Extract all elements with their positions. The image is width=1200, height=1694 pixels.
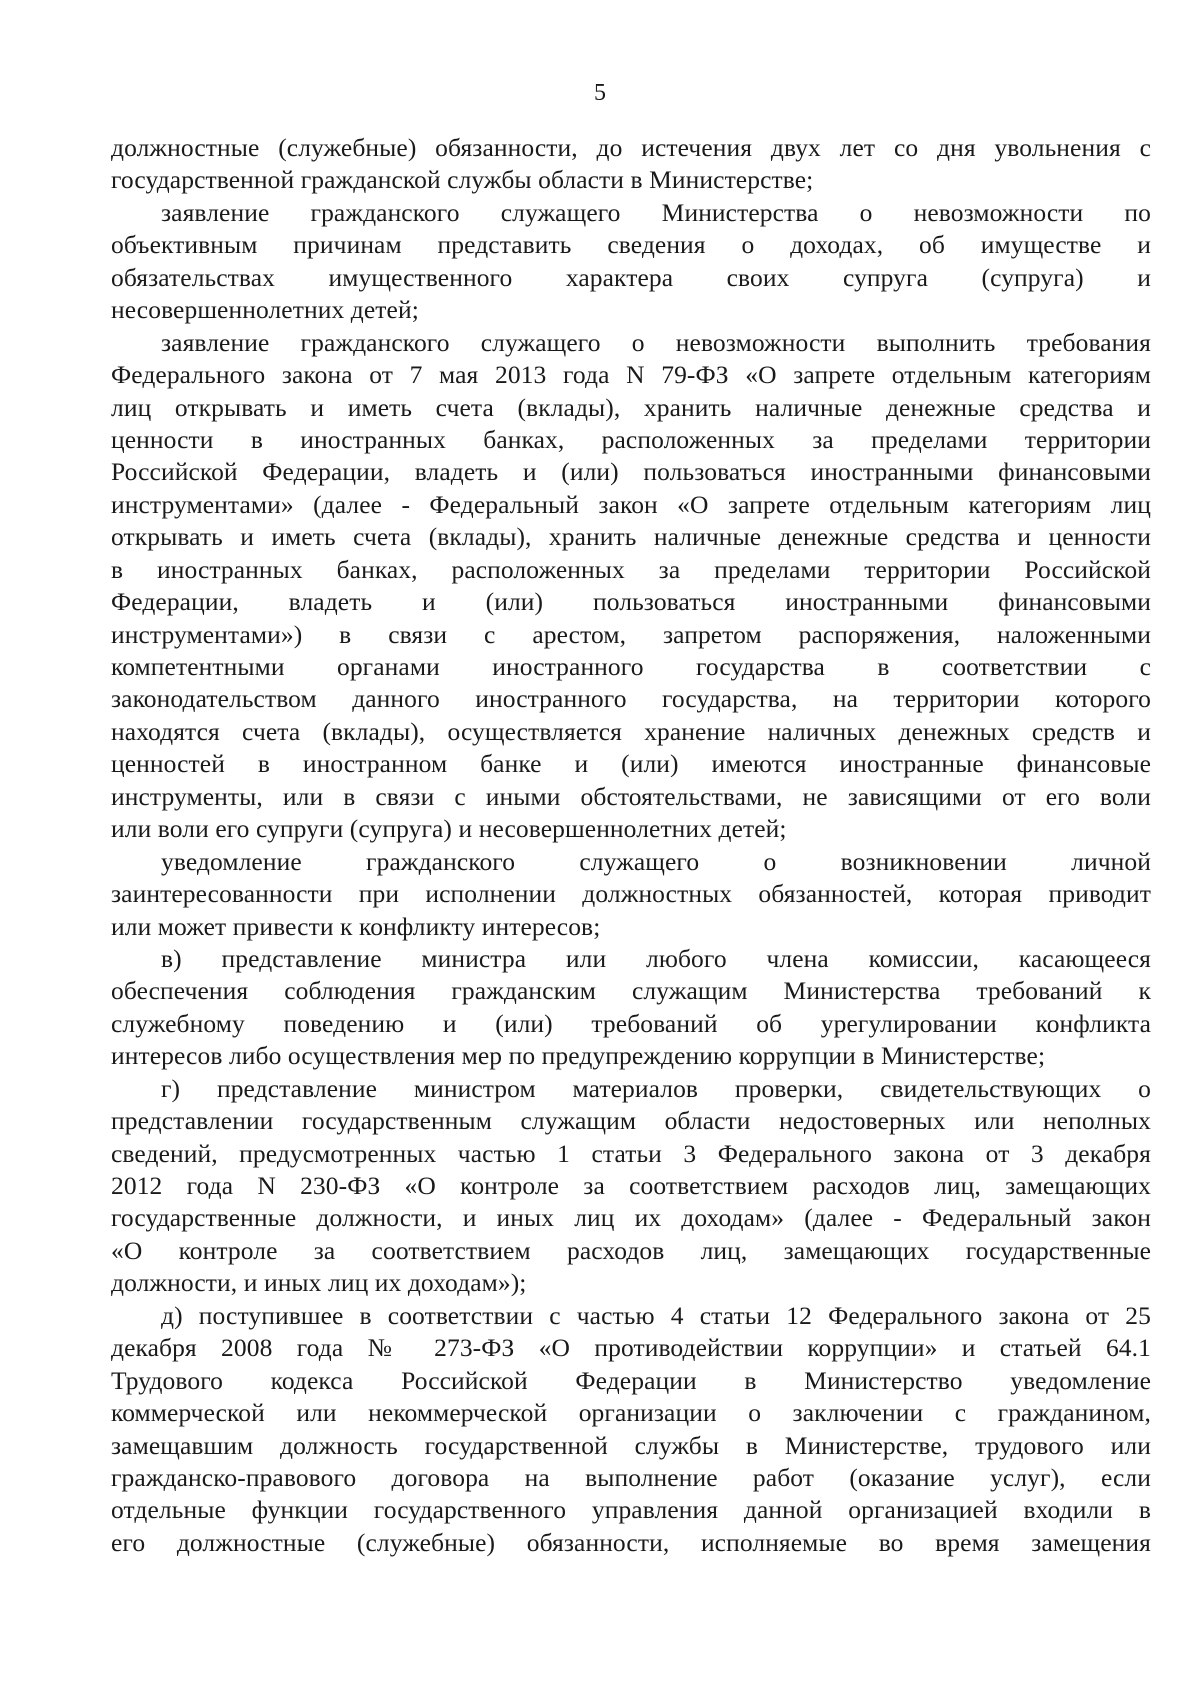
text-line: Российской Федерации, владеть и (или) пользоваться иностранными финансовыми [111,457,1151,487]
text-line: ценностей в иностранном банке и (или) имеются иностранные финансовые [111,749,1151,779]
text-line: отдельные функции государственного управления данной организацией входили в [111,1495,1151,1525]
text-line: или воли его супруги (супруга) и несовершеннолетних детей; [111,814,787,844]
text-line: в) представление министра или любого члена комиссии, касающееся [161,943,1151,973]
text-line: должности, и иных лиц их доходам»); [111,1268,527,1298]
text-line: в иностранных банках, расположенных за пределами территории Российской [111,554,1151,584]
text-line: государственной гражданской службы области в Министерстве; [111,165,814,195]
text-line: коммерческой или некоммерческой организации о заключении с гражданином, [111,1398,1151,1428]
text-line: интересов либо осуществления мер по предупреждению коррупции в Министерстве; [111,1041,1046,1071]
text-line: открывать и иметь счета (вклады), хранить наличные денежные средства и ценности [111,522,1151,552]
text-line: инструменты, или в связи с иными обстоятельствами, не зависящими от его воли [111,781,1151,811]
text-line: компетентными органами иностранного государства в соответствии с [111,652,1151,681]
text-line: находятся счета (вклады), осуществляется хранение наличных денежных средств и [111,716,1151,746]
text-line: законодательством данного иностранного государства, на территории которого [111,684,1151,714]
text-line: объективным причинам представить сведения о доходах, об имуществе и [111,230,1151,260]
page-number: 5 [594,80,606,106]
text-line: д) поступившее в соответствии с частью 4 статьи 12 Федерального закона от 25 [161,1300,1151,1330]
text-line: г) представление министром материалов проверки, свидетельствующих о [161,1073,1151,1103]
text-line: или может привести к конфликту интересов; [111,911,601,941]
text-line: обеспечения соблюдения гражданским служащим Министерства требований к [111,976,1151,1006]
text-line: лиц открывать и иметь счета (вклады), хранить наличные денежные средства и [111,392,1151,422]
text-line: Федерального закона от 7 мая 2013 года N 79-ФЗ «О запрете отдельным категориям [111,360,1151,390]
text-line: его должностные (служебные) обязанности, исполняемые во время замещения [111,1527,1151,1557]
text-line: уведомление гражданского служащего о возникновении личной [161,846,1151,876]
text-line: должностные (служебные) обязанности, до истечения двух лет со дня увольнения с [111,133,1151,162]
text-line: замещавшим должность государственной службы в Министерстве, трудового или [111,1430,1151,1460]
text-line: инструментами» (далее - Федеральный закон «О запрете отдельным категориям лиц [111,489,1151,519]
text-line: заявление гражданского служащего Министерства о невозможности по [161,197,1151,227]
text-line: Трудового кодекса Российской Федерации в Министерство уведомление [111,1365,1151,1395]
text-line: «О контроле за соответствием расходов лиц, замещающих государственные [111,1235,1151,1265]
text-line: сведений, предусмотренных частью 1 статьи 3 Федерального закона от 3 декабря [111,1138,1151,1168]
text-line: Федерации, владеть и (или) пользоваться иностранными финансовыми [111,587,1151,617]
text-line: ценности в иностранных банках, расположенных за пределами территории [111,424,1151,454]
text-line: государственные должности, и иных лиц их доходам» (далее - Федеральный закон [111,1203,1151,1233]
text-line: обязательствах имущественного характера своих супруга (супруга) и [111,262,1151,292]
text-line: декабря 2008 года № 273-ФЗ «О противодействии коррупции» и статьей 64.1 [111,1333,1151,1363]
text-line: служебному поведению и (или) требований об урегулировании конфликта [111,1008,1151,1038]
text-line: заявление гражданского служащего о невозможности выполнить требования [161,327,1151,357]
text-line: инструментами») в связи с арестом, запретом распоряжения, наложенными [111,619,1151,649]
text-line: гражданско-правового договора на выполнение работ (оказание услуг), если [111,1462,1151,1492]
text-line: заинтересованности при исполнении должностных обязанностей, которая приводит [111,879,1151,909]
text-line: 2012 года N 230-ФЗ «О контроле за соответствием расходов лиц, замещающих [111,1171,1151,1200]
text-line: несовершеннолетних детей; [111,295,419,325]
body-text [111,132,1151,1559]
text-line: представлении государственным служащим области недостоверных или неполных [111,1106,1151,1136]
